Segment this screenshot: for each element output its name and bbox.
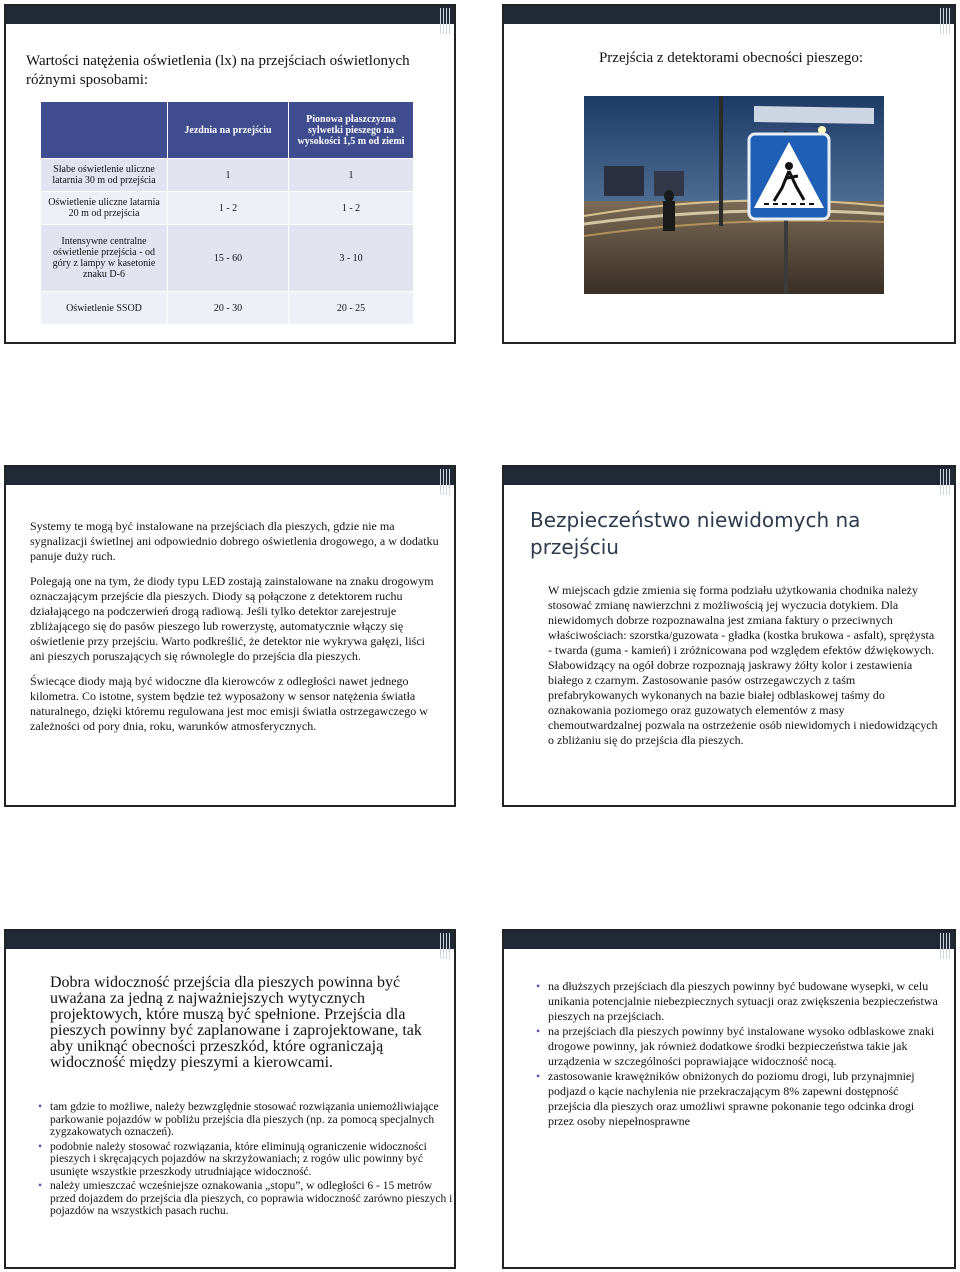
bullet-list xyxy=(36,1101,456,1220)
table-row xyxy=(41,225,413,291)
list-item: • na przejściach dla pieszych powinny być instalowane wysoko odblaskowe znaki drogowe powinny, jak również dodatkowe środki bezpieczeństwa takie jak urządzenia w szczególności poprawiające widoczność nocą. xyxy=(548,1024,940,1069)
slide-led-systems xyxy=(4,465,456,807)
table-cell: 20 - 25 xyxy=(289,292,413,324)
slide-lux-table xyxy=(4,4,456,344)
list-item: • podobnie należy stosować rozwiązania, które eliminują ograniczenie widoczności pieszych i skręcających pojazdów na skrzyżowaniach; z rogów ulic powinny być usunięte wszystkie przeszkody utrudniające widoczność. xyxy=(50,1141,456,1179)
slide-islands-signs xyxy=(502,929,956,1269)
slide-body: W miejscach gdzie zmienia się forma podziału użytkowania chodnika należy stosować zmianę nawierzchni z możliwością jej wyczucia dotykiem. Dla niewidomych dobrze rozpoznawalna jest zmiana faktury o przeciwnych właściwościach: szorstka/guzowata - gładka (kostka brukowa - asfalt), sprężysta - twarda (guma - kamień) i zróżnicowana pod względem efektów dźwiękowych. Słabowidzący na ogół dobrze rozpoznają jaskrawy żółty kolor i zestawienia białego z czarnym. Zastosowanie pasów ostrzegawczych z taśm prefabrykowanych wykonanych na bazie białej odblaskowej taśmy do oznakowania poziomego oraz guzowatych elementów z masy chemoutwardzalnej pozwala na ostrzeżenie osób niewidomych i niedowidzących o zbliżaniu się do przejścia dla pieszych. xyxy=(548,583,938,747)
slide-header-bar xyxy=(6,467,454,485)
slide-header-bar xyxy=(504,6,954,24)
paragraph: Świecące diody mają być widoczne dla kierowców z odległości nawet jednego kilometra. Co istotne, system będzie też wyposażony w sensor natężenia światła naturalnego, dzięki któremu regulowana jest moc emisji światła ostrzegawczego w zależności od pory dnia, roku, warunków atmosferycznych. xyxy=(30,674,428,733)
slide-visibility xyxy=(4,929,456,1269)
table-row-label: Oświetlenie uliczne latarnia 20 m od przejścia xyxy=(41,192,167,224)
table-row-label: Intensywne centralne oświetlenie przejścia - od góry z lampy w kasetonie znaku D-6 xyxy=(41,225,167,291)
slide-header-bar xyxy=(504,931,954,949)
table-header-cell: Pionowa płaszczyzna sylwetki pieszego na wysokości 1,5 m od ziemi xyxy=(289,102,413,158)
lux-table xyxy=(40,101,414,325)
bullet-list xyxy=(548,979,940,1129)
list-item: • należy umieszczać wcześniejsze oznakowania „stopu”, w odległości 6 - 15 metrów przed dojazdem do przejścia dla pieszych, co poprawia widoczność zarówno pieszych i pojazdów na wszystkich pasach ruchu. xyxy=(50,1180,456,1218)
table-cell: 3 - 10 xyxy=(289,225,413,291)
slide-detector-crossings xyxy=(502,4,956,344)
pedestrian-crossing-sign-photo xyxy=(584,96,884,294)
slide-header-bar xyxy=(504,467,954,485)
table-header-cell xyxy=(41,102,167,158)
slide-body xyxy=(30,519,440,744)
table-cell: 1 - 2 xyxy=(168,192,288,224)
table-row xyxy=(41,292,413,324)
table-row-label: Słabe oświetlenie uliczne latarnia 30 m od przejścia xyxy=(41,159,167,191)
table-cell: 1 - 2 xyxy=(289,192,413,224)
slide-title: Dobra widoczność przejścia dla pieszych powinna być uważana za jedną z najważniejszych wytycznych projektowych, które muszą być spełnione. Przejścia dla pieszych powinny być zaplanowane i zaprojektowane, tak aby uniknąć obecności przeszkód, które ograniczają widoczność między pieszymi a kierowcami. xyxy=(50,974,422,1071)
table-cell: 1 xyxy=(168,159,288,191)
table-cell: 20 - 30 xyxy=(168,292,288,324)
paragraph: Polegają one na tym, że diody typu LED zostają zainstalowane na znaku drogowym oznaczającym przejście dla pieszych. Diody są połączone z detektorem ruchu działającego na podczerwień drogą radiową. Jeśli tylko detektor zarejestruje zbliżającego się do pasów pieszego lub rowerzystę, automatycznie włączy się oświetlenie przy przejściu. Warto podkreślić, że detektor nie wykrywa gałęzi, liści ani pieszych poruszających się równolegle do przejścia dla pieszych. xyxy=(30,574,434,663)
slide-blind-safety xyxy=(502,465,956,807)
table-row-label: Oświetlenie SSOD xyxy=(41,292,167,324)
table-cell: 1 xyxy=(289,159,413,191)
slide-title: Wartości natężenia oświetlenia (lx) na przejściach oświetlonych różnymi sposobami: xyxy=(26,53,410,88)
table-header-row xyxy=(41,102,413,158)
slide-title: Przejścia z detektorami obecności pieszego: xyxy=(598,50,864,66)
slide-title: Bezpieczeństwo niewidomych na przejściu xyxy=(530,508,861,559)
table-row xyxy=(41,159,413,191)
paragraph: Systemy te mogą być instalowane na przejściach dla pieszych, gdzie nie ma sygnalizacji świetlnej ani odpowiednio dobrego oświetlenia drogowego, a w dodatku panuje duży ruch. xyxy=(30,519,439,563)
list-item: • na dłuższych przejściach dla pieszych powinny być budowane wysepki, w celu unikania potencjalnie niebezpiecznych sytuacji oraz zwiększenia bezpieczeństwa pieszych na przejściach. xyxy=(548,979,940,1024)
table-cell: 15 - 60 xyxy=(168,225,288,291)
table-header-cell: Jezdnia na przejściu xyxy=(168,102,288,158)
table-row xyxy=(41,192,413,224)
slide-header-bar xyxy=(6,6,454,24)
list-item: • tam gdzie to możliwe, należy bezwzględnie stosować rozwiązania uniemożliwiające parkowanie pojazdów w pobliżu przejścia dla pieszych (np. za pomocą specjalnych zygzakowatych oznaczeń). xyxy=(50,1101,456,1139)
list-item: • zastosowanie krawężników obniżonych do poziomu drogi, lub przynajmniej podjazd o kącie nachylenia nie przekraczającym 8% zapewni dostępność przejścia dla pieszych oraz umożliwi sprawne pokonanie tego odcinka drogi przez osoby niepełnosprawne xyxy=(548,1069,940,1129)
slide-header-bar xyxy=(6,931,454,949)
